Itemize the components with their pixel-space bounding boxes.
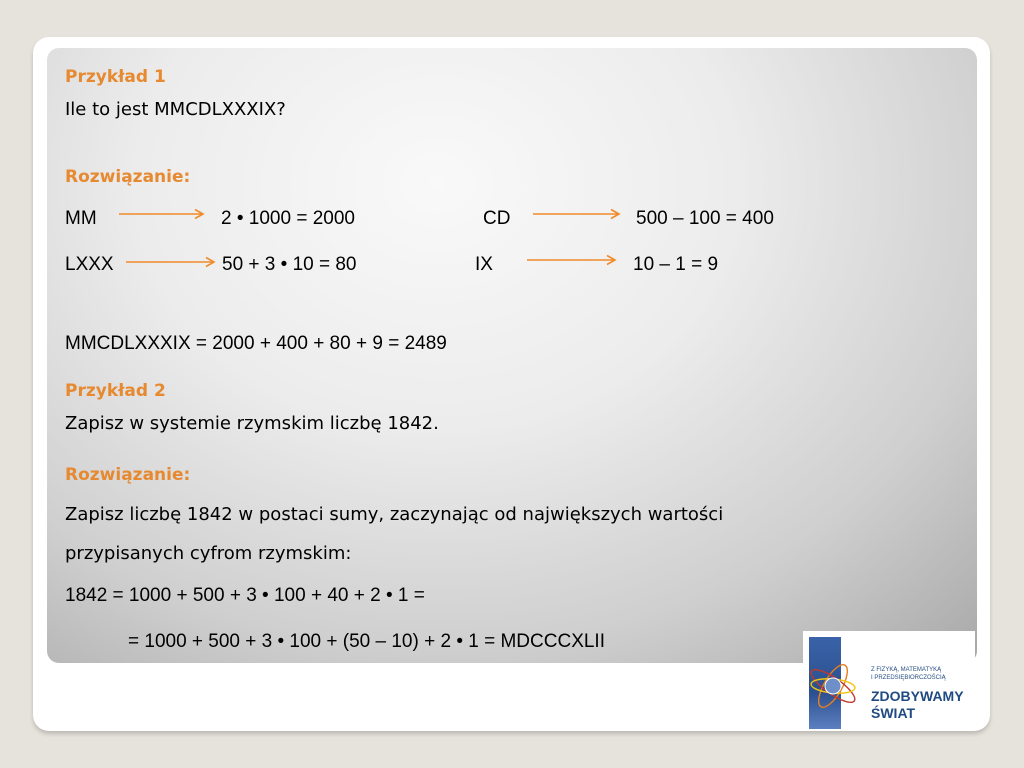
example2-equation2: = 1000 + 500 + 3 • 100 + (50 – 10) + 2 • 1 = MDCCCXLII [128,631,605,652]
logo-tagline-line2: I PRZEDSIĘBIORCZOŚCIĄ [871,675,946,681]
arrow-icon [526,252,618,268]
arrow-icon [125,254,217,270]
row2-left-result: 50 + 3 • 10 = 80 [222,254,357,275]
example2-question: Zapisz w systemie rzymskim liczbę 1842. [65,413,439,434]
row2-right-result: 10 – 1 = 9 [633,254,719,275]
logo-name-line1: ZDOBYWAMY [871,688,964,704]
arrow-icon [532,206,622,222]
example2-explanation-line1: Zapisz liczbę 1842 w postaci sumy, zaczynając od największych wartości [65,504,724,525]
example1-total: MMCDLXXXIX = 2000 + 400 + 80 + 9 = 2489 [65,333,447,354]
row2-left-numeral: LXXX [65,254,114,275]
example2-equation1: 1842 = 1000 + 500 + 3 • 100 + 40 + 2 • 1 = [65,585,425,606]
logo-tagline-line1: Z FIZYKĄ, MATEMATYKĄ [871,667,942,673]
row1-right-numeral: CD [483,208,511,229]
project-logo [803,631,975,731]
row1-right-result: 500 – 100 = 400 [636,208,774,229]
arrow-icon [118,206,206,222]
example2-explanation-line2: przypisanych cyfrom rzymskim: [65,543,352,564]
example1-question: Ile to jest MMCDLXXXIX? [65,99,286,120]
example1-solution-heading: Rozwiązanie: [65,167,191,187]
example1-heading: Przykład 1 [65,67,166,87]
row1-left-numeral: MM [65,208,97,229]
row1-left-result: 2 • 1000 = 2000 [221,208,355,229]
atom-icon [803,631,878,731]
example2-solution-heading: Rozwiązanie: [65,465,191,485]
row2-right-numeral: IX [475,254,493,275]
content-panel [47,48,977,663]
logo-name-line2: ŚWIAT [871,705,916,721]
example2-heading: Przykład 2 [65,381,166,401]
